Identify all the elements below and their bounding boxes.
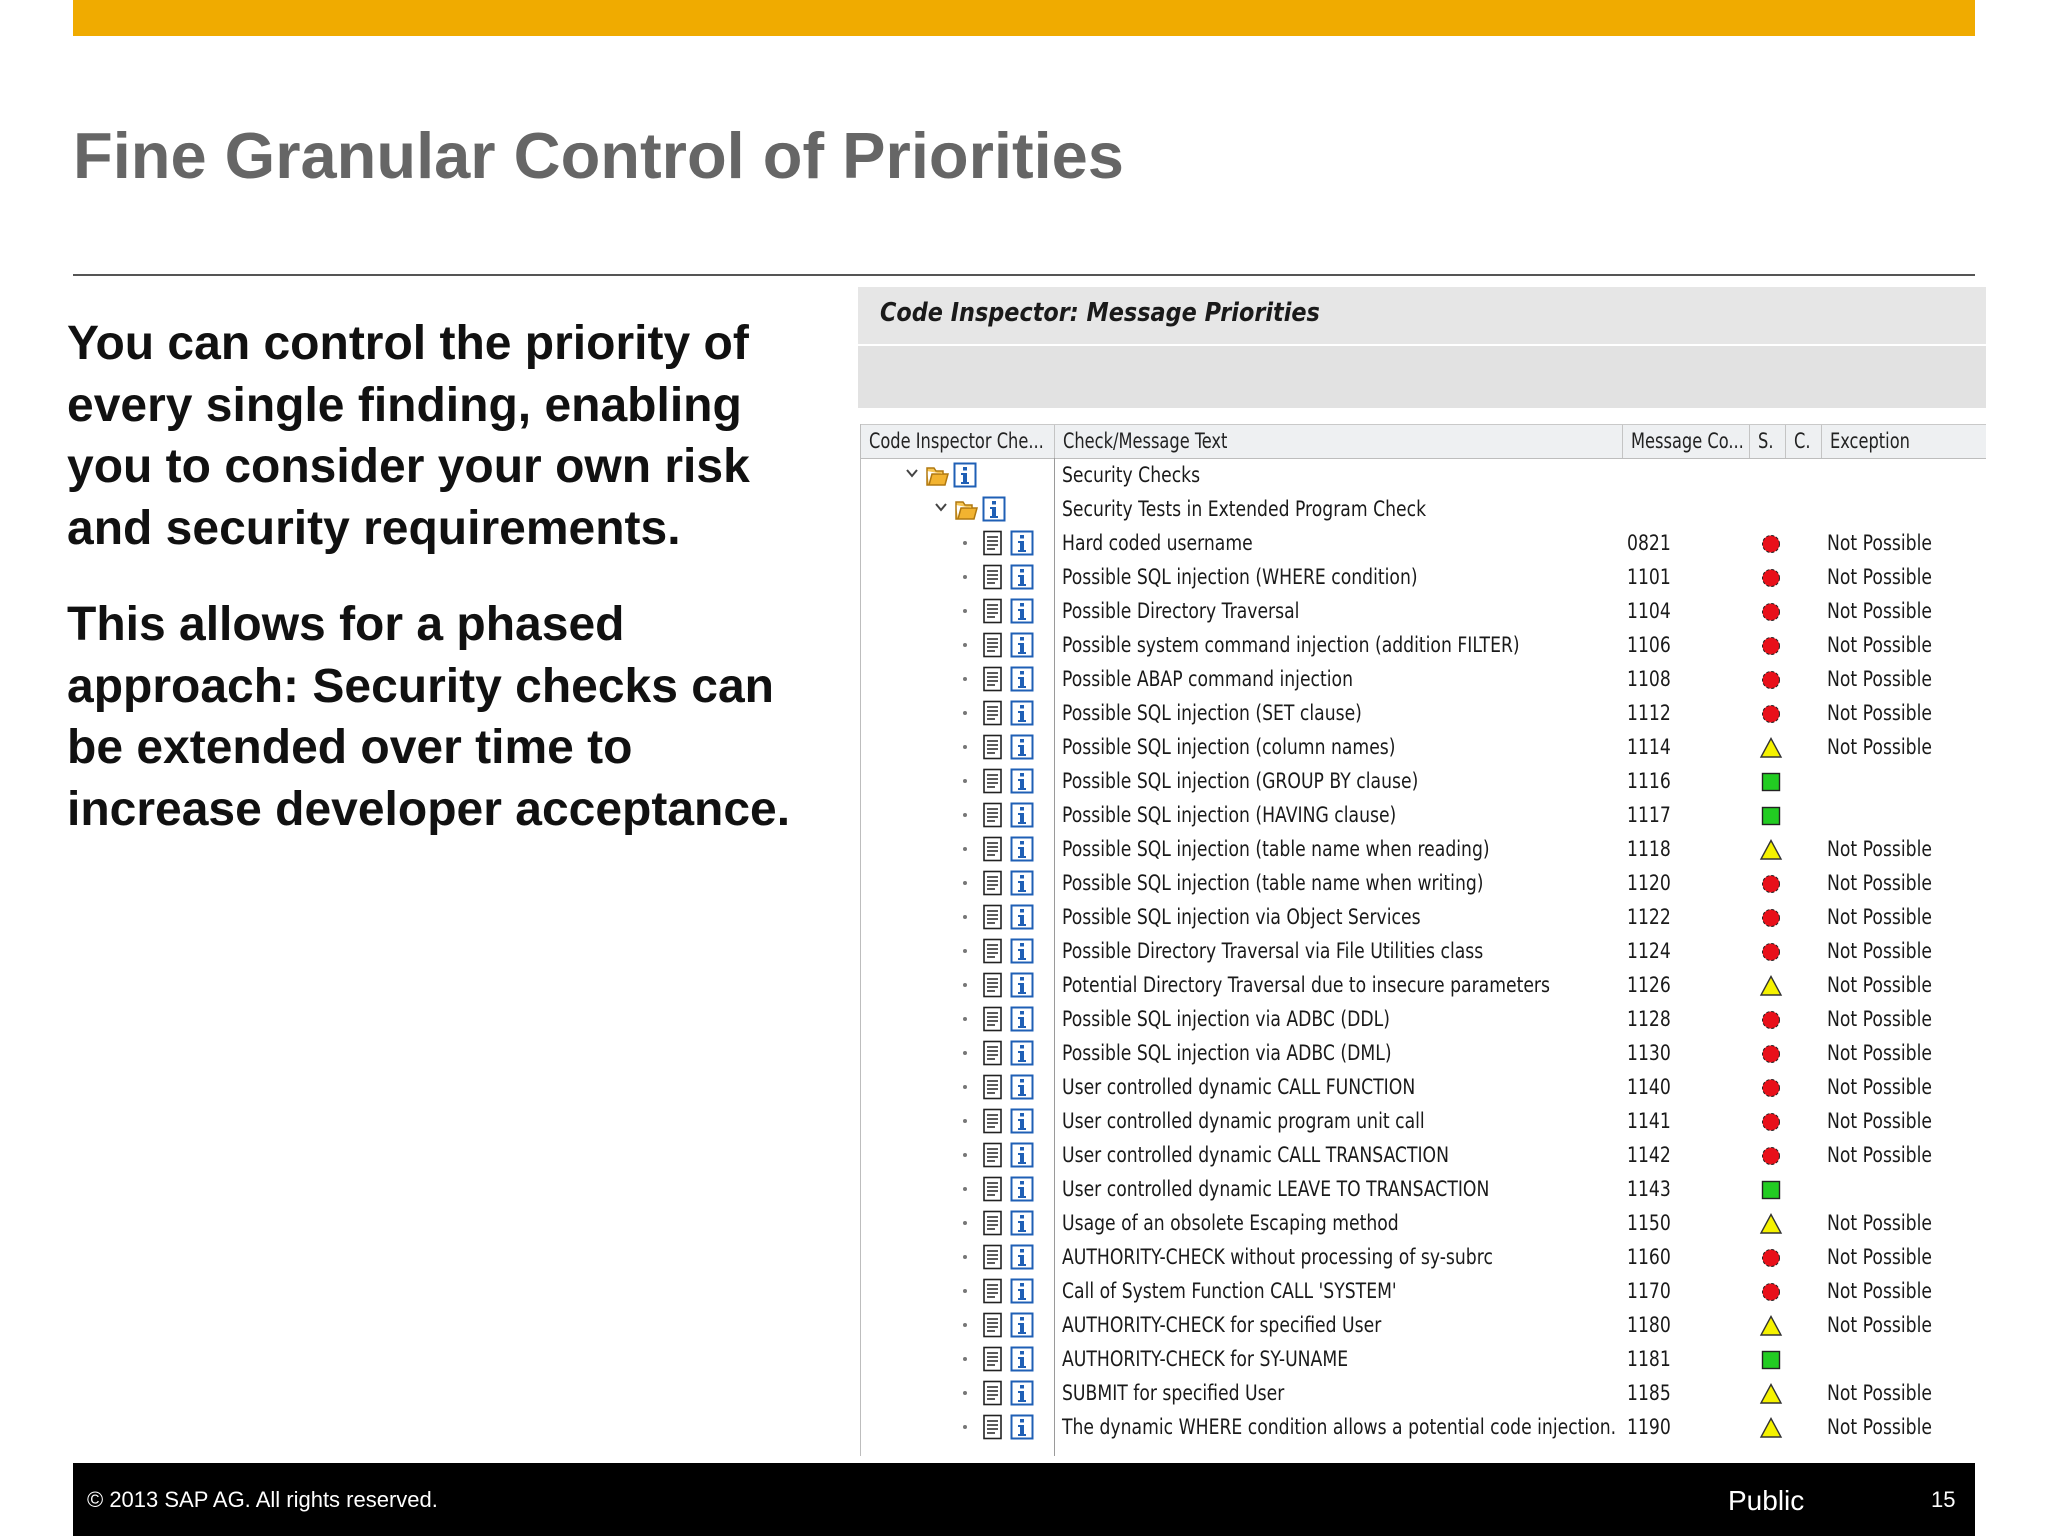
tree-leaf-dot — [963, 779, 967, 783]
table-row[interactable] — [861, 866, 1986, 900]
info-icon[interactable] — [1010, 1006, 1034, 1032]
error-priority-icon[interactable] — [1759, 872, 1783, 896]
exception-status: Not Possible — [1827, 565, 1932, 589]
code-inspector-window — [858, 287, 1986, 1456]
tree-leaf-dot — [963, 1255, 967, 1259]
footer-bar — [73, 1463, 1975, 1536]
document-icon — [981, 768, 1005, 794]
message-text: Possible SQL injection (table name when reading) — [1062, 837, 1490, 861]
message-text: AUTHORITY-CHECK for specified User — [1062, 1313, 1382, 1337]
message-text: Possible SQL injection (WHERE condition) — [1062, 565, 1418, 589]
message-code: 1114 — [1627, 735, 1671, 759]
warning-priority-icon[interactable] — [1759, 736, 1783, 760]
message-code: 1104 — [1627, 599, 1671, 623]
tree-leaf-dot — [963, 1357, 967, 1361]
document-icon — [981, 1346, 1005, 1372]
message-text: Possible SQL injection (table name when writing) — [1062, 871, 1484, 895]
info-icon[interactable] — [953, 462, 977, 488]
info-icon[interactable] — [1010, 836, 1034, 862]
table-row[interactable] — [861, 1138, 1986, 1172]
exception-status: Not Possible — [1827, 1415, 1932, 1439]
info-priority-icon[interactable] — [1759, 1348, 1783, 1372]
message-code: 1116 — [1627, 769, 1671, 793]
message-code: 1181 — [1627, 1347, 1671, 1371]
message-text: Possible SQL injection (GROUP BY clause) — [1062, 769, 1419, 793]
info-icon[interactable] — [1010, 904, 1034, 930]
window-title: Code Inspector: Message Priorities — [880, 298, 1320, 328]
tree-leaf-dot — [963, 643, 967, 647]
exception-status: Not Possible — [1827, 735, 1932, 759]
slide-title: Fine Granular Control of Priorities — [73, 119, 1124, 192]
exception-status: Not Possible — [1827, 837, 1932, 861]
exception-status: Not Possible — [1827, 1075, 1932, 1099]
table-row[interactable] — [861, 526, 1986, 560]
message-code: 1190 — [1627, 1415, 1671, 1439]
document-icon — [981, 836, 1005, 862]
info-icon[interactable] — [1010, 1176, 1034, 1202]
document-icon — [981, 598, 1005, 624]
message-text: AUTHORITY-CHECK without processing of sy-subrc — [1062, 1245, 1493, 1269]
error-priority-icon[interactable] — [1759, 634, 1783, 658]
table-row[interactable] — [861, 798, 1986, 832]
info-icon[interactable] — [1010, 1312, 1034, 1338]
document-icon — [981, 802, 1005, 828]
tree-leaf-dot — [963, 983, 967, 987]
message-text: Possible ABAP command injection — [1062, 667, 1354, 691]
application-toolbar — [858, 346, 1986, 408]
document-icon — [981, 1108, 1005, 1134]
document-icon — [981, 1414, 1005, 1440]
message-text: Possible SQL injection via ADBC (DDL) — [1062, 1007, 1390, 1031]
message-code: 1118 — [1627, 837, 1671, 861]
table-row[interactable] — [861, 1206, 1986, 1240]
document-icon — [981, 1312, 1005, 1338]
message-code: 1112 — [1627, 701, 1671, 725]
tree-leaf-dot — [963, 1119, 967, 1123]
info-icon[interactable] — [1010, 632, 1034, 658]
document-icon — [981, 564, 1005, 590]
document-icon — [981, 870, 1005, 896]
message-priority-grid — [861, 458, 1986, 1456]
column-header-message-code[interactable]: Message Co... — [1623, 425, 1750, 458]
exception-status: Not Possible — [1827, 1211, 1932, 1235]
exception-status: Not Possible — [1827, 1041, 1932, 1065]
info-icon[interactable] — [1010, 734, 1034, 760]
info-icon[interactable] — [1010, 1414, 1034, 1440]
classification-label: Public — [1728, 1485, 1805, 1516]
message-text: Possible SQL injection (SET clause) — [1062, 701, 1362, 725]
message-text: Potential Directory Traversal due to insecure parameters — [1062, 973, 1550, 997]
info-icon[interactable] — [1010, 1040, 1034, 1066]
message-text: Possible SQL injection (column names) — [1062, 735, 1396, 759]
error-priority-icon[interactable] — [1759, 1280, 1783, 1304]
info-icon[interactable] — [1010, 1142, 1034, 1168]
tree-leaf-dot — [963, 609, 967, 613]
table-row[interactable] — [861, 1172, 1986, 1206]
document-icon — [981, 1278, 1005, 1304]
copyright-text: © 2013 SAP AG. All rights reserved. — [87, 1487, 438, 1512]
exception-status: Not Possible — [1827, 1007, 1932, 1031]
folder-open-icon — [954, 496, 978, 522]
message-code: 1117 — [1627, 803, 1671, 827]
message-text: AUTHORITY-CHECK for SY-UNAME — [1062, 1347, 1349, 1371]
error-priority-icon[interactable] — [1759, 702, 1783, 726]
info-icon[interactable] — [1010, 768, 1034, 794]
table-row[interactable] — [861, 900, 1986, 934]
document-icon — [981, 1074, 1005, 1100]
column-header-category[interactable]: C. — [1786, 425, 1822, 458]
message-text: The dynamic WHERE condition allows a potential code injection. — [1062, 1415, 1617, 1439]
table-row[interactable] — [861, 1274, 1986, 1308]
info-icon[interactable] — [1010, 598, 1034, 624]
error-priority-icon[interactable] — [1759, 1246, 1783, 1270]
table-row[interactable] — [861, 1376, 1986, 1410]
info-icon[interactable] — [1010, 802, 1034, 828]
table-row[interactable] — [861, 662, 1986, 696]
message-text: Possible SQL injection (HAVING clause) — [1062, 803, 1397, 827]
column-header-message-text[interactable]: Check/Message Text — [1055, 425, 1623, 458]
column-header-severity[interactable]: S. — [1750, 425, 1786, 458]
exception-status: Not Possible — [1827, 871, 1932, 895]
error-priority-icon[interactable] — [1759, 1076, 1783, 1100]
page-number: 15 — [1931, 1487, 1956, 1512]
info-icon[interactable] — [1010, 530, 1034, 556]
tree-leaf-dot — [963, 1187, 967, 1191]
table-row[interactable] — [861, 1308, 1986, 1342]
info-icon[interactable] — [1010, 870, 1034, 896]
document-icon — [981, 666, 1005, 692]
exception-status: Not Possible — [1827, 1313, 1932, 1337]
document-icon — [981, 1006, 1005, 1032]
message-text: User controlled dynamic CALL TRANSACTION — [1062, 1143, 1449, 1167]
table-row[interactable] — [861, 832, 1986, 866]
window-titlebar — [858, 287, 1986, 346]
message-code: 1120 — [1627, 871, 1671, 895]
info-icon[interactable] — [1010, 972, 1034, 998]
error-priority-icon[interactable] — [1759, 532, 1783, 556]
info-priority-icon[interactable] — [1759, 1178, 1783, 1202]
document-icon — [981, 734, 1005, 760]
message-code: 1122 — [1627, 905, 1671, 929]
tree-leaf-dot — [963, 915, 967, 919]
table-row[interactable] — [861, 968, 1986, 1002]
message-code: 1140 — [1627, 1075, 1671, 1099]
document-icon — [981, 530, 1005, 556]
exception-status: Not Possible — [1827, 1143, 1932, 1167]
exception-status: Not Possible — [1827, 1109, 1932, 1133]
info-icon[interactable] — [1010, 666, 1034, 692]
table-row[interactable] — [861, 1070, 1986, 1104]
tree-leaf-dot — [963, 881, 967, 885]
message-text: Call of System Function CALL 'SYSTEM' — [1062, 1279, 1397, 1303]
column-header-check[interactable]: Code Inspector Che... — [861, 425, 1055, 458]
message-code: 1126 — [1627, 973, 1671, 997]
table-row[interactable] — [861, 764, 1986, 798]
exception-status: Not Possible — [1827, 531, 1932, 555]
bullet-paragraph-1: You can control the priority of every single finding, enabling you to consider your own risk and security requirements. — [67, 317, 750, 555]
warning-priority-icon[interactable] — [1759, 1314, 1783, 1338]
message-code: 1141 — [1627, 1109, 1671, 1133]
warning-priority-icon[interactable] — [1759, 1212, 1783, 1236]
document-icon — [981, 1210, 1005, 1236]
info-icon[interactable] — [1010, 1278, 1034, 1304]
info-icon[interactable] — [1010, 1244, 1034, 1270]
table-row[interactable] — [861, 560, 1986, 594]
document-icon — [981, 1380, 1005, 1406]
message-code: 1128 — [1627, 1007, 1671, 1031]
tree-leaf-dot — [963, 1289, 967, 1293]
chevron-down-icon[interactable] — [934, 500, 948, 514]
tree-leaf-dot — [963, 847, 967, 851]
table-row[interactable] — [861, 934, 1986, 968]
exception-status: Not Possible — [1827, 905, 1932, 929]
title-divider — [73, 274, 1975, 276]
message-text: Possible system command injection (addition FILTER) — [1062, 633, 1520, 657]
table-row[interactable] — [861, 1002, 1986, 1036]
tree-leaf-dot — [963, 745, 967, 749]
info-priority-icon[interactable] — [1759, 804, 1783, 828]
message-text: Possible Directory Traversal via File Utilities class — [1062, 939, 1484, 963]
message-code: 1108 — [1627, 667, 1671, 691]
info-icon[interactable] — [1010, 700, 1034, 726]
document-icon — [981, 938, 1005, 964]
message-text: Possible Directory Traversal — [1062, 599, 1300, 623]
document-icon — [981, 1040, 1005, 1066]
table-row[interactable] — [861, 1240, 1986, 1274]
info-icon[interactable] — [1010, 1346, 1034, 1372]
grid-header — [861, 424, 1986, 459]
exception-status: Not Possible — [1827, 1381, 1932, 1405]
exception-status: Not Possible — [1827, 1245, 1932, 1269]
message-code: 1142 — [1627, 1143, 1671, 1167]
message-text: Usage of an obsolete Escaping method — [1062, 1211, 1399, 1235]
accent-bar — [73, 0, 1975, 36]
info-priority-icon[interactable] — [1759, 770, 1783, 794]
column-header-exception[interactable]: Exception — [1830, 429, 1910, 453]
exception-status: Not Possible — [1827, 973, 1932, 997]
document-icon — [981, 972, 1005, 998]
warning-priority-icon[interactable] — [1759, 1416, 1783, 1440]
tree-node-extended-program-check[interactable] — [861, 492, 1986, 526]
tree-leaf-dot — [963, 575, 967, 579]
tree-leaf-dot — [963, 813, 967, 817]
bullet-text — [67, 313, 827, 875]
warning-priority-icon[interactable] — [1759, 974, 1783, 998]
info-icon[interactable] — [982, 496, 1006, 522]
tree-leaf-dot — [963, 1425, 967, 1429]
error-priority-icon[interactable] — [1759, 1008, 1783, 1032]
table-row[interactable] — [861, 1410, 1986, 1444]
document-icon — [981, 632, 1005, 658]
table-row[interactable] — [861, 1036, 1986, 1070]
message-code: 1150 — [1627, 1211, 1671, 1235]
info-icon[interactable] — [1010, 938, 1034, 964]
tree-leaf-dot — [963, 1221, 967, 1225]
error-priority-icon[interactable] — [1759, 940, 1783, 964]
tree-leaf-dot — [963, 1051, 967, 1055]
tree-leaf-dot — [963, 1085, 967, 1089]
info-icon[interactable] — [1010, 1074, 1034, 1100]
warning-priority-icon[interactable] — [1759, 838, 1783, 862]
bullet-paragraph-2: This allows for a phased approach: Security checks can be extended over time to increase developer acceptance. — [67, 598, 791, 836]
document-icon — [981, 700, 1005, 726]
warning-priority-icon[interactable] — [1759, 1382, 1783, 1406]
chevron-down-icon[interactable] — [905, 466, 919, 480]
group-label: Security Tests in Extended Program Check — [1062, 497, 1427, 521]
error-priority-icon[interactable] — [1759, 1110, 1783, 1134]
table-row[interactable] — [861, 594, 1986, 628]
message-code: 1170 — [1627, 1279, 1671, 1303]
message-code: 1180 — [1627, 1313, 1671, 1337]
message-text: User controlled dynamic LEAVE TO TRANSACTION — [1062, 1177, 1490, 1201]
table-row[interactable] — [861, 696, 1986, 730]
message-text: Possible SQL injection via ADBC (DML) — [1062, 1041, 1392, 1065]
error-priority-icon[interactable] — [1759, 668, 1783, 692]
message-text: User controlled dynamic CALL FUNCTION — [1062, 1075, 1416, 1099]
table-row[interactable] — [861, 1104, 1986, 1138]
message-text: Possible SQL injection via Object Services — [1062, 905, 1421, 929]
folder-open-icon — [925, 462, 949, 488]
message-code: 1124 — [1627, 939, 1671, 963]
info-icon[interactable] — [1010, 1380, 1034, 1406]
message-code: 1160 — [1627, 1245, 1671, 1269]
message-code: 1130 — [1627, 1041, 1671, 1065]
tree-leaf-dot — [963, 1391, 967, 1395]
table-row[interactable] — [861, 730, 1986, 764]
tree-leaf-dot — [963, 541, 967, 545]
group-label: Security Checks — [1062, 463, 1201, 487]
message-text: Hard coded username — [1062, 531, 1253, 555]
tree-leaf-dot — [963, 1153, 967, 1157]
exception-status: Not Possible — [1827, 633, 1932, 657]
exception-status: Not Possible — [1827, 701, 1932, 725]
error-priority-icon[interactable] — [1759, 1042, 1783, 1066]
exception-status: Not Possible — [1827, 939, 1932, 963]
table-row[interactable] — [861, 1342, 1986, 1376]
message-code: 1143 — [1627, 1177, 1671, 1201]
document-icon — [981, 1176, 1005, 1202]
tree-leaf-dot — [963, 711, 967, 715]
message-code: 1101 — [1627, 565, 1671, 589]
info-icon[interactable] — [1010, 564, 1034, 590]
document-icon — [981, 904, 1005, 930]
exception-status: Not Possible — [1827, 1279, 1932, 1303]
message-code: 1106 — [1627, 633, 1671, 657]
document-icon — [981, 1142, 1005, 1168]
error-priority-icon[interactable] — [1759, 566, 1783, 590]
error-priority-icon[interactable] — [1759, 1144, 1783, 1168]
message-text: SUBMIT for specified User — [1062, 1381, 1285, 1405]
error-priority-icon[interactable] — [1759, 906, 1783, 930]
exception-status: Not Possible — [1827, 599, 1932, 623]
error-priority-icon[interactable] — [1759, 600, 1783, 624]
table-row[interactable] — [861, 628, 1986, 662]
tree-leaf-dot — [963, 949, 967, 953]
message-text: User controlled dynamic program unit call — [1062, 1109, 1425, 1133]
message-code: 1185 — [1627, 1381, 1671, 1405]
tree-leaf-dot — [963, 677, 967, 681]
info-icon[interactable] — [1010, 1108, 1034, 1134]
document-icon — [981, 1244, 1005, 1270]
exception-status: Not Possible — [1827, 667, 1932, 691]
info-icon[interactable] — [1010, 1210, 1034, 1236]
tree-node-security-checks[interactable] — [861, 458, 1986, 492]
tree-leaf-dot — [963, 1323, 967, 1327]
message-code: 0821 — [1627, 531, 1671, 555]
tree-leaf-dot — [963, 1017, 967, 1021]
